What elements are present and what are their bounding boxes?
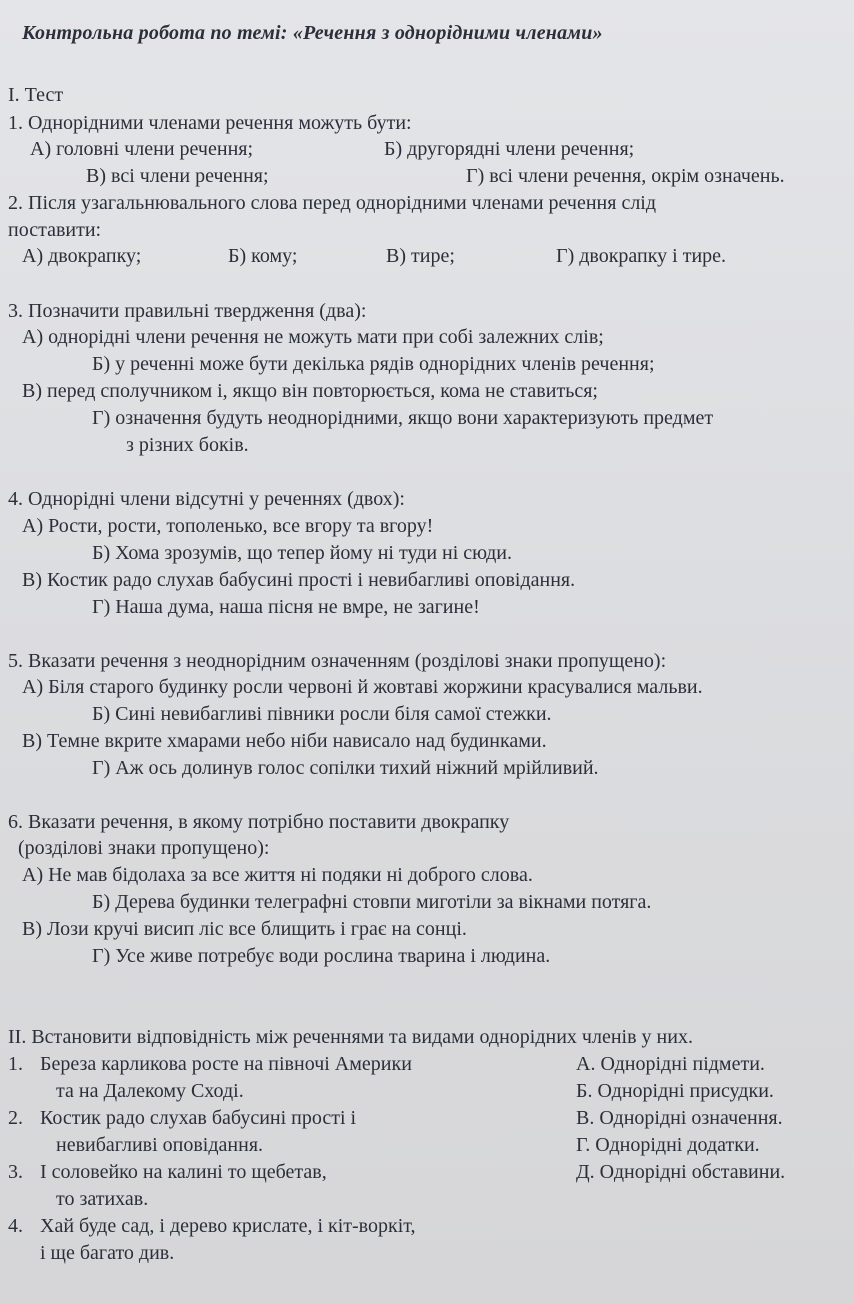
question-3-option-g-line-2: з різних боків. <box>126 434 249 456</box>
question-6-option-v: В) Лози кручі висип ліс все блищить і грає на сонці. <box>22 918 467 940</box>
sentence-1-number: 1. <box>8 1053 23 1075</box>
type-a: А. Однорідні підмети. <box>576 1053 765 1075</box>
sentence-2-number: 2. <box>8 1107 23 1129</box>
sentence-2-line-2: невибагливі оповідання. <box>56 1134 264 1156</box>
question-4-option-b: Б) Хома зрозумів, що тепер йому ні туди ні сюди. <box>92 542 512 564</box>
question-3-option-a: А) однорідні члени речення не можуть мати при собі залежних слів; <box>22 326 604 348</box>
type-v: В. Однорідні означення. <box>576 1107 783 1129</box>
sentence-4-line-1: Хай буде сад, і дерево крислате, і кіт-воркіт, <box>40 1215 416 1237</box>
question-4: 4. Однорідні члени відсутні у реченнях (двох): <box>8 488 405 510</box>
question-4-option-g: Г) Наша дума, наша пісня не вмре, не загине! <box>92 596 480 618</box>
sentence-4-line-2: і ще багато див. <box>40 1242 175 1264</box>
question-4-option-a: А) Рости, рости, тополенько, все вгору та вгору! <box>22 515 434 537</box>
sentence-2-line-1: Костик радо слухав бабусині прості і <box>40 1107 357 1129</box>
question-1: 1. Однорідними членами речення можуть бути: <box>8 112 412 134</box>
question-6-line-1: 6. Вказати речення, в якому потрібно поставити двокрапку <box>8 811 510 833</box>
question-2-option-a: А) двокрапку; <box>22 245 142 267</box>
question-2-option-v: В) тире; <box>386 245 455 267</box>
question-3-option-g-line-1: Г) означення будуть неоднорідними, якщо вони характеризують предмет <box>92 407 714 429</box>
question-5-option-g: Г) Аж ось долинув голос сопілки тихий ніжний мрійливий. <box>92 757 599 779</box>
question-1-option-a: А) головні члени речення; <box>30 138 254 160</box>
page-title: Контрольна робота по темі: «Речення з однорідними членами» <box>22 22 603 44</box>
question-2-option-g: Г) двокрапку і тире. <box>556 245 727 267</box>
question-2-line-2: поставити: <box>8 219 102 241</box>
question-3-option-b: Б) у реченні може бути декілька рядів однорідних членів речення; <box>92 353 655 375</box>
question-6-option-b: Б) Дерева будинки телеграфні стовпи миготіли за вікнами потяга. <box>92 891 652 913</box>
question-1-option-g: Г) всі члени речення, окрім означень. <box>466 165 785 187</box>
question-1-option-b: Б) другорядні члени речення; <box>384 138 635 160</box>
question-6-option-g: Г) Усе живе потребує води рослина тварина і людина. <box>92 945 551 967</box>
question-3-option-v: В) перед сполучником і, якщо він повторюється, кома не ставиться; <box>22 380 598 402</box>
question-6-line-2: (розділові знаки пропущено): <box>18 837 270 859</box>
question-5-option-b: Б) Сині невибагливі півники росли біля самої стежки. <box>92 703 552 725</box>
sentence-3-line-1: І соловейко на калині то щебетав, <box>40 1161 327 1183</box>
question-2-option-b: Б) кому; <box>228 245 298 267</box>
sentence-3-line-2: то затихав. <box>56 1188 149 1210</box>
section-heading-test: І. Тест <box>8 84 64 106</box>
sentence-3-number: 3. <box>8 1161 23 1183</box>
question-1-option-v: В) всі члени речення; <box>86 165 269 187</box>
question-3: 3. Позначити правильні твердження (два): <box>8 300 367 322</box>
question-6-option-a: А) Не мав бідолаха за все життя ні подяки ні доброго слова. <box>22 864 533 886</box>
type-b: Б. Однорідні присудки. <box>576 1080 774 1102</box>
question-5-option-a: А) Біля старого будинку росли червоні й жовтаві жоржини красувалися мальви. <box>22 676 703 698</box>
sentence-4-number: 4. <box>8 1215 23 1237</box>
type-d: Д. Однорідні обставини. <box>576 1161 786 1183</box>
section-heading-matching: ІІ. Встановити відповідність між реченнями та видами однорідних членів у них. <box>8 1026 693 1048</box>
question-5: 5. Вказати речення з неоднорідним означенням (розділові знаки пропущено): <box>8 650 667 672</box>
question-2-line-1: 2. Після узагальнювального слова перед однорідними членами речення слід <box>8 192 657 214</box>
type-g: Г. Однорідні додатки. <box>576 1134 760 1156</box>
sentence-1-line-1: Береза карликова росте на півночі Америки <box>40 1053 412 1075</box>
sentence-1-line-2: та на Далекому Сході. <box>56 1080 244 1102</box>
question-5-option-v: В) Темне вкрите хмарами небо ніби нависало над будинками. <box>22 730 547 752</box>
question-4-option-v: В) Костик радо слухав бабусині прості і невибагливі оповідання. <box>22 569 576 591</box>
